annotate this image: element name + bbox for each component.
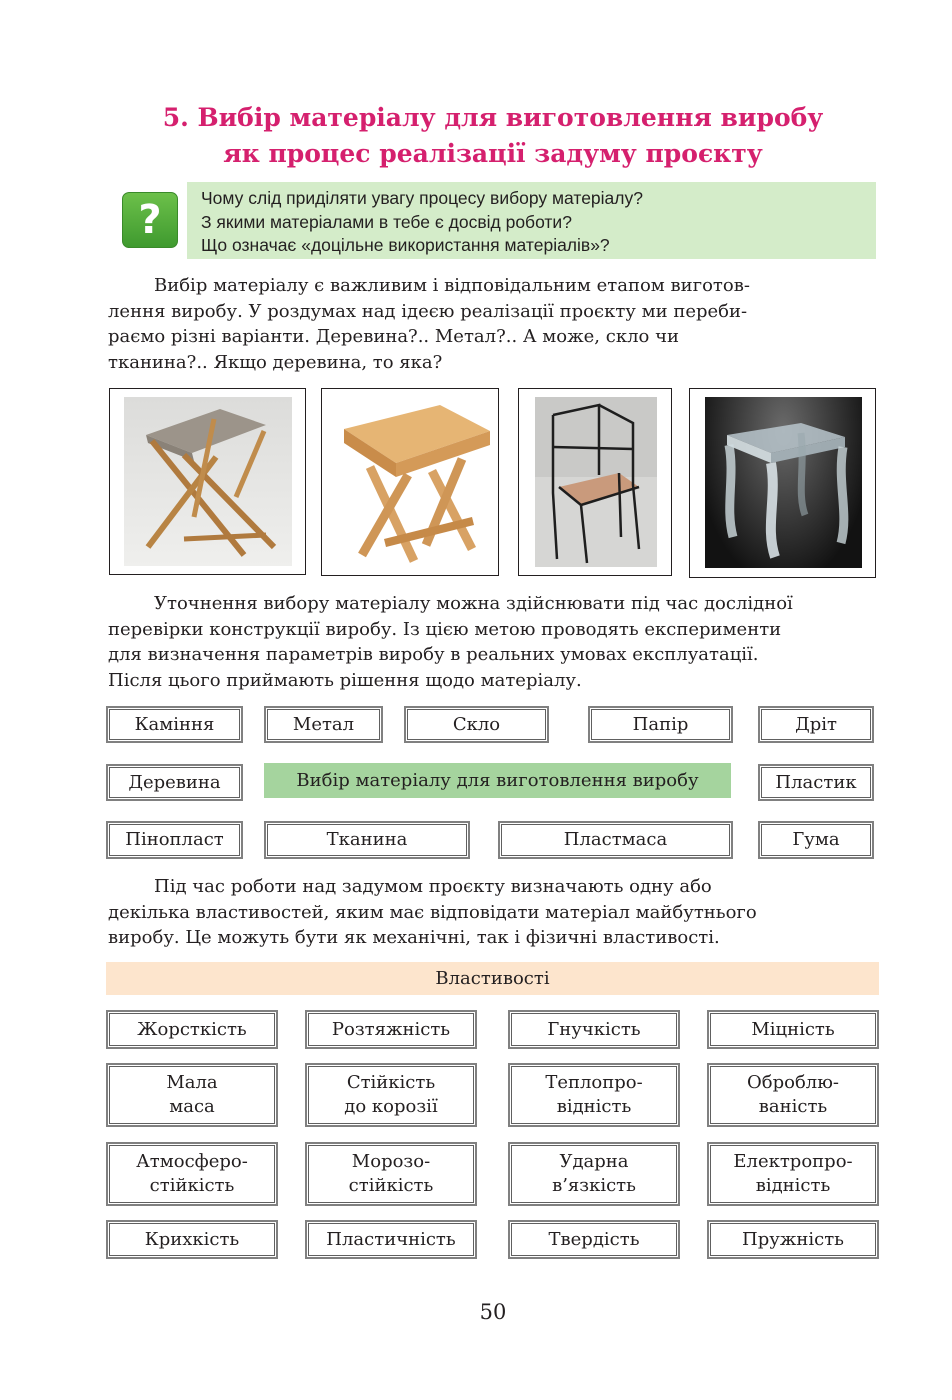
properties-header: Властивості — [106, 962, 879, 995]
material-box: Метал — [264, 706, 383, 743]
property-box: Міцність — [707, 1010, 879, 1049]
material-choice-center: Вибір матеріалу для виготовлення виробу — [264, 763, 731, 798]
property-box: Теплопро- відність — [508, 1063, 680, 1127]
property-box: Крихкість — [106, 1220, 278, 1259]
paragraph-line: Вибір матеріалу є важливим і відповідальним етапом виготов- — [154, 275, 750, 296]
property-box: Пружність — [707, 1220, 879, 1259]
paragraph-line: тканина?.. Якщо деревина, то яка? — [108, 351, 443, 373]
property-box: Електропро- відність — [707, 1142, 879, 1206]
section-title — [0, 100, 952, 172]
intro-paragraph — [108, 273, 879, 375]
paragraph-line: перевірки конструкції виробу. Із цією метою проводять експерименти — [108, 618, 782, 640]
experiment-paragraph — [108, 591, 879, 693]
property-box: Гнучкість — [508, 1010, 680, 1049]
property-box: Пластичність — [305, 1220, 477, 1259]
wooden-stool-image — [322, 389, 498, 575]
property-box: Жорсткість — [106, 1010, 278, 1049]
photo-folding-stool — [109, 388, 306, 575]
property-box: Морозо- стійкість — [305, 1142, 477, 1206]
section-title-line-2: як процес реалізації задуму проєкту — [223, 139, 763, 168]
question-1: Чому слід приділяти увагу процесу вибору матеріалу? — [201, 188, 643, 208]
photo-metal-chair — [518, 388, 672, 576]
property-box: Оброблю- ваність — [707, 1063, 879, 1127]
questions-box — [187, 182, 876, 259]
material-box: Пластмаса — [498, 821, 733, 859]
material-box: Пластик — [758, 764, 874, 801]
question-mark-icon: ? — [122, 192, 178, 248]
material-box: Пінопласт — [106, 821, 243, 859]
material-box: Папір — [588, 706, 733, 743]
paragraph-line: Уточнення вибору матеріалу можна здійснювати під час дослідної — [154, 593, 793, 614]
paragraph-line: лення виробу. У роздумах над ідеєю реалізації проєкту ми переби- — [108, 300, 748, 322]
material-box: Каміння — [106, 706, 243, 743]
property-box: Твердість — [508, 1220, 680, 1259]
question-2: З якими матеріалами в тебе є досвід роботи? — [201, 211, 572, 232]
question-3: Що означає «доцільне використання матеріалів»? — [201, 235, 610, 255]
paragraph-line: декілька властивостей, яким має відповідати матеріал майбутнього — [108, 901, 757, 923]
property-box: Розтяжність — [305, 1010, 477, 1049]
material-box: Гума — [758, 821, 874, 859]
property-box: Ударна в’язкість — [508, 1142, 680, 1206]
property-box: Мала маса — [106, 1063, 278, 1127]
material-box: Тканина — [264, 821, 470, 859]
acrylic-stool-image — [705, 397, 862, 568]
section-title-line-1: 5. Вибір матеріалу для виготовлення виробу — [162, 103, 824, 132]
paragraph-line: виробу. Це можуть бути як механічні, так і фізичні властивості. — [108, 927, 720, 948]
photo-acrylic-stool — [689, 388, 876, 578]
photo-wooden-stool — [321, 388, 499, 576]
property-box: Атмосферо- стійкість — [106, 1142, 278, 1206]
material-box: Скло — [404, 706, 549, 743]
paragraph-line: Під час роботи над задумом проєкту визначають одну або — [154, 876, 712, 897]
paragraph-line: для визначення параметрів виробу в реальних умовах експлуатації. — [108, 644, 759, 665]
paragraph-line: раємо різні варіанти. Деревина?.. Метал?.. А може, скло чи — [108, 326, 679, 347]
folding-stool-image — [124, 397, 292, 566]
material-box: Деревина — [106, 764, 243, 801]
properties-paragraph — [108, 874, 879, 951]
paragraph-line: Після цього приймають рішення щодо матеріалу. — [108, 669, 582, 691]
metal-chair-image — [535, 397, 657, 567]
page-number: 50 — [479, 1300, 507, 1324]
property-box: Стійкість до корозії — [305, 1063, 477, 1127]
material-box: Дріт — [758, 706, 874, 743]
